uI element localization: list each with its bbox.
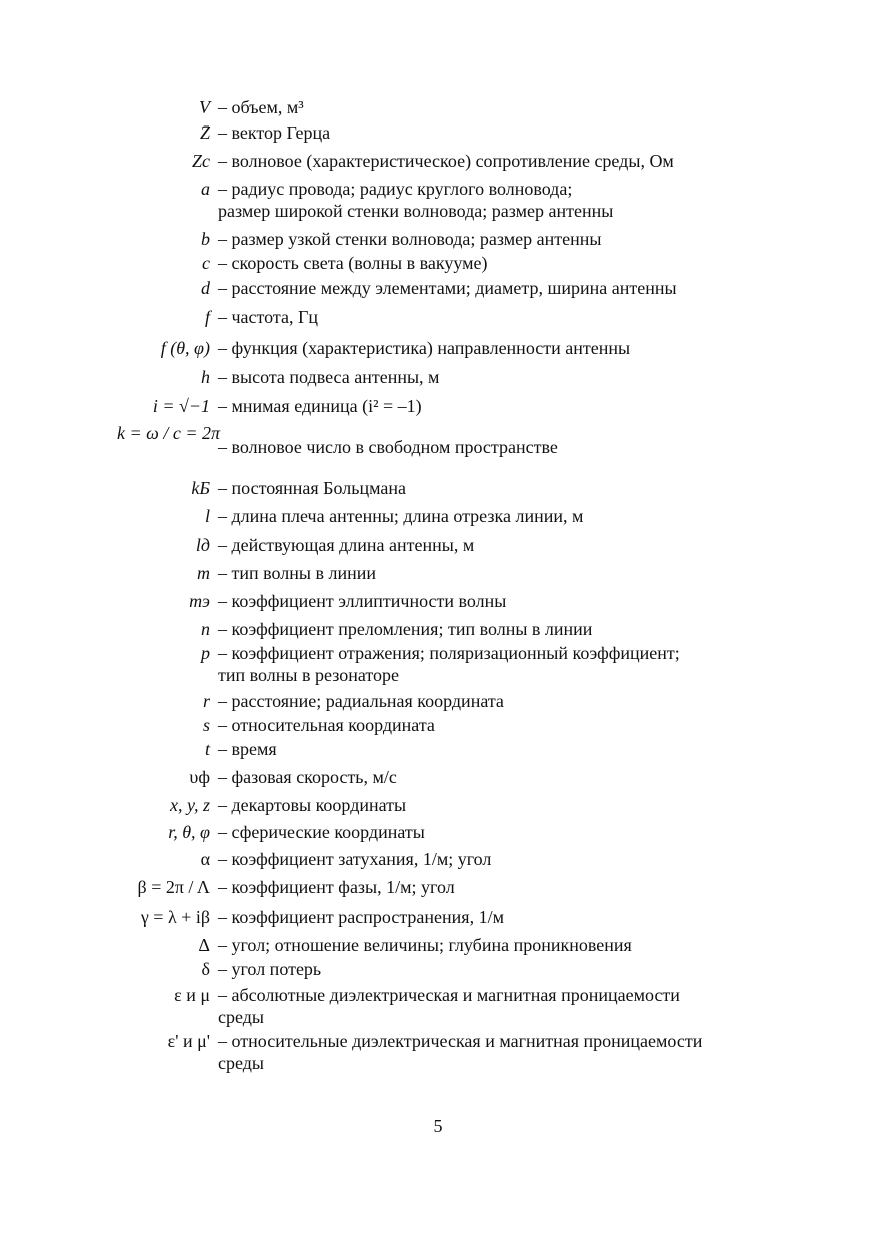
description: – расстояние; радиальная координата <box>218 691 504 711</box>
description: – относительная координата <box>218 715 435 735</box>
description: – постоянная Больцмана <box>218 478 406 498</box>
symbol: γ = λ + iβ <box>140 907 210 927</box>
symbol: t <box>204 739 210 759</box>
description: – расстояние между элементами; диаметр, ширина антенны <box>218 278 677 298</box>
description: – время <box>218 739 277 759</box>
symbol: m <box>197 563 210 583</box>
description: – высота подвеса антенны, м <box>218 367 440 387</box>
symbol: V <box>199 97 210 117</box>
symbol: α <box>200 849 210 869</box>
symbol: f <box>204 307 210 327</box>
description: – коэффициент эллиптичности волны <box>218 591 507 611</box>
symbol: p <box>201 643 210 663</box>
symbol: δ <box>201 959 210 979</box>
description: – мнимая единица (i² = –1) <box>218 396 422 416</box>
symbol: r <box>202 691 210 711</box>
symbol: s <box>202 715 210 735</box>
symbol: n <box>201 619 210 639</box>
description: – коэффициент распространения, 1/м <box>218 907 504 927</box>
description: – функция (характеристика) направленности антенны <box>218 338 631 358</box>
description: – угол; отношение величины; глубина проникновения <box>218 935 632 955</box>
symbol: c <box>202 253 210 273</box>
symbol: h <box>201 367 210 387</box>
description: – длина плеча антенны; длина отрезка линии, м <box>218 506 584 526</box>
symbol: ε' и μ' <box>167 1031 210 1051</box>
symbol: b <box>201 229 210 249</box>
symbol: β = 2π / Λ <box>137 877 210 897</box>
description: – фазовая скорость, м/с <box>218 767 397 787</box>
symbol: Zс <box>192 151 210 171</box>
description: – скорость света (волны в вакууме) <box>218 253 488 273</box>
symbol: r, θ, φ <box>168 822 210 842</box>
description: – коэффициент затухания, 1/м; угол <box>218 849 492 869</box>
symbol: Δ <box>198 935 210 955</box>
symbol: i = √−1 <box>152 396 210 416</box>
description: – радиус провода; радиус круглого волновода; размер широкой стенки волновода; размер антенны <box>218 179 614 221</box>
description: – действующая длина антенны, м <box>218 535 475 555</box>
symbol: x, y, z <box>170 795 210 815</box>
description: – коэффициент фазы, 1/м; угол <box>218 877 455 897</box>
description: – декартовы координаты <box>218 795 407 815</box>
symbol: Z̄ <box>199 123 210 143</box>
description: – размер узкой стенки волновода; размер антенны <box>218 229 602 249</box>
symbol: a <box>201 179 210 199</box>
description: – коэффициент преломления; тип волны в линии <box>218 619 593 639</box>
description: – абсолютные диэлектрическая и магнитная проницаемости среды <box>218 985 680 1027</box>
description: – сферические координаты <box>218 822 425 842</box>
symbol: υф <box>189 767 210 787</box>
description: – волновое число в свободном пространстве <box>218 437 558 457</box>
description: – волновое (характеристическое) сопротивление среды, Ом <box>218 151 674 171</box>
description: – тип волны в линии <box>218 563 376 583</box>
description: – относительные диэлектрическая и магнитная проницаемости среды <box>218 1031 703 1073</box>
symbol: f (θ, φ) <box>160 338 210 358</box>
description: – частота, Гц <box>218 307 319 327</box>
symbol: mэ <box>189 591 210 611</box>
description: – объем, м³ <box>218 97 304 117</box>
description: – вектор Герца <box>218 123 331 143</box>
symbol: lд <box>195 535 210 555</box>
description: – угол потерь <box>218 959 322 979</box>
symbol: k = ω / c = 2π <box>117 423 220 443</box>
page-number: 5 <box>433 1116 443 1136</box>
symbol: ε и μ <box>174 985 210 1005</box>
symbol: d <box>201 278 210 298</box>
symbol: kБ <box>191 478 210 498</box>
description: – коэффициент отражения; поляризационный коэффициент; тип волны в резонаторе <box>218 643 680 685</box>
symbol: l <box>204 506 210 526</box>
